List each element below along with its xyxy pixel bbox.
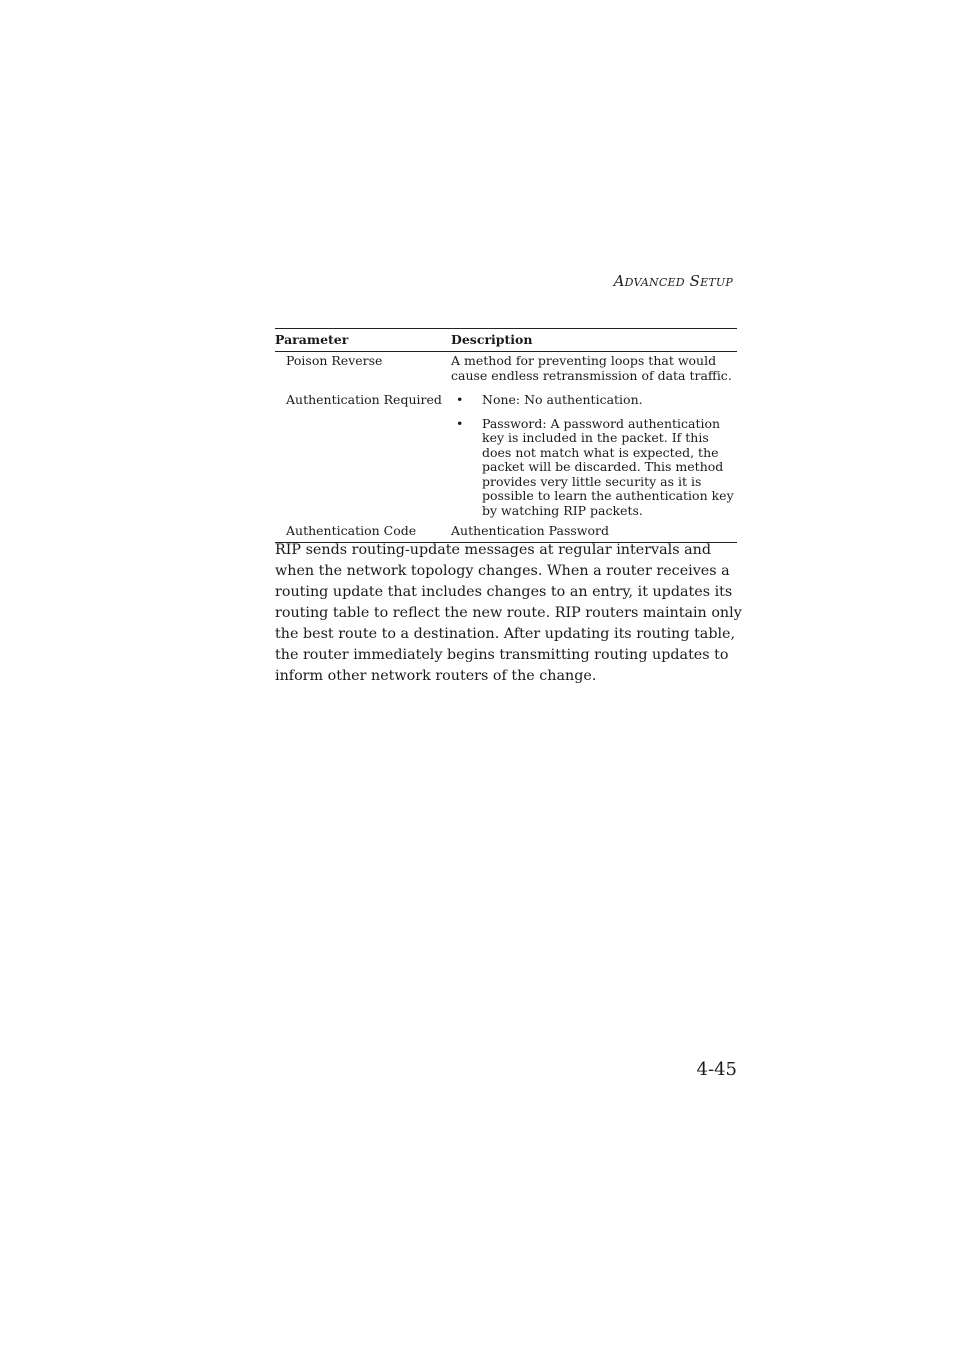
list-item	[451, 393, 737, 408]
table-header-row	[275, 329, 737, 352]
bullet-icon: •	[456, 392, 464, 407]
bullet-list	[451, 393, 737, 518]
description-cell	[451, 393, 737, 518]
parameter-table	[275, 328, 737, 543]
table-row	[275, 352, 737, 390]
parameter-cell: Authentication Code	[286, 523, 417, 538]
running-header: Advanced Setup	[613, 272, 733, 290]
table-row	[275, 518, 737, 542]
column-header-parameter: Parameter	[275, 331, 349, 347]
column-header-description: Description	[451, 331, 533, 347]
bullet-icon: •	[456, 415, 464, 431]
table-row	[275, 390, 737, 518]
body-paragraph: RIP sends routing-update messages at regular intervals and when the network topology changes. When a router receives a routing update that includes changes to an entry, it updates its routing table to reflect the new route. RIP routers maintain only the best route to a destination. After updating its routing table, the router immediately begins transmitting routing updates to inform other network routers of the change.	[275, 542, 742, 684]
page-number: 4-45	[696, 1059, 737, 1080]
bullet-text: Password: A password authentication key is included in the packet. If this does not match what is expected, the packet will be discarded. This method provides very little security as it is possible to learn the authentication key by watching RIP packets.	[482, 415, 734, 518]
description-cell: A method for preventing loops that would cause endless retransmission of data traffic.	[451, 353, 732, 383]
parameter-cell: Poison Reverse	[286, 353, 383, 368]
parameter-cell: Authentication Required	[286, 392, 442, 407]
list-item	[451, 417, 737, 519]
bullet-text: None: No authentication.	[482, 392, 643, 407]
description-cell: Authentication Password	[451, 523, 609, 538]
